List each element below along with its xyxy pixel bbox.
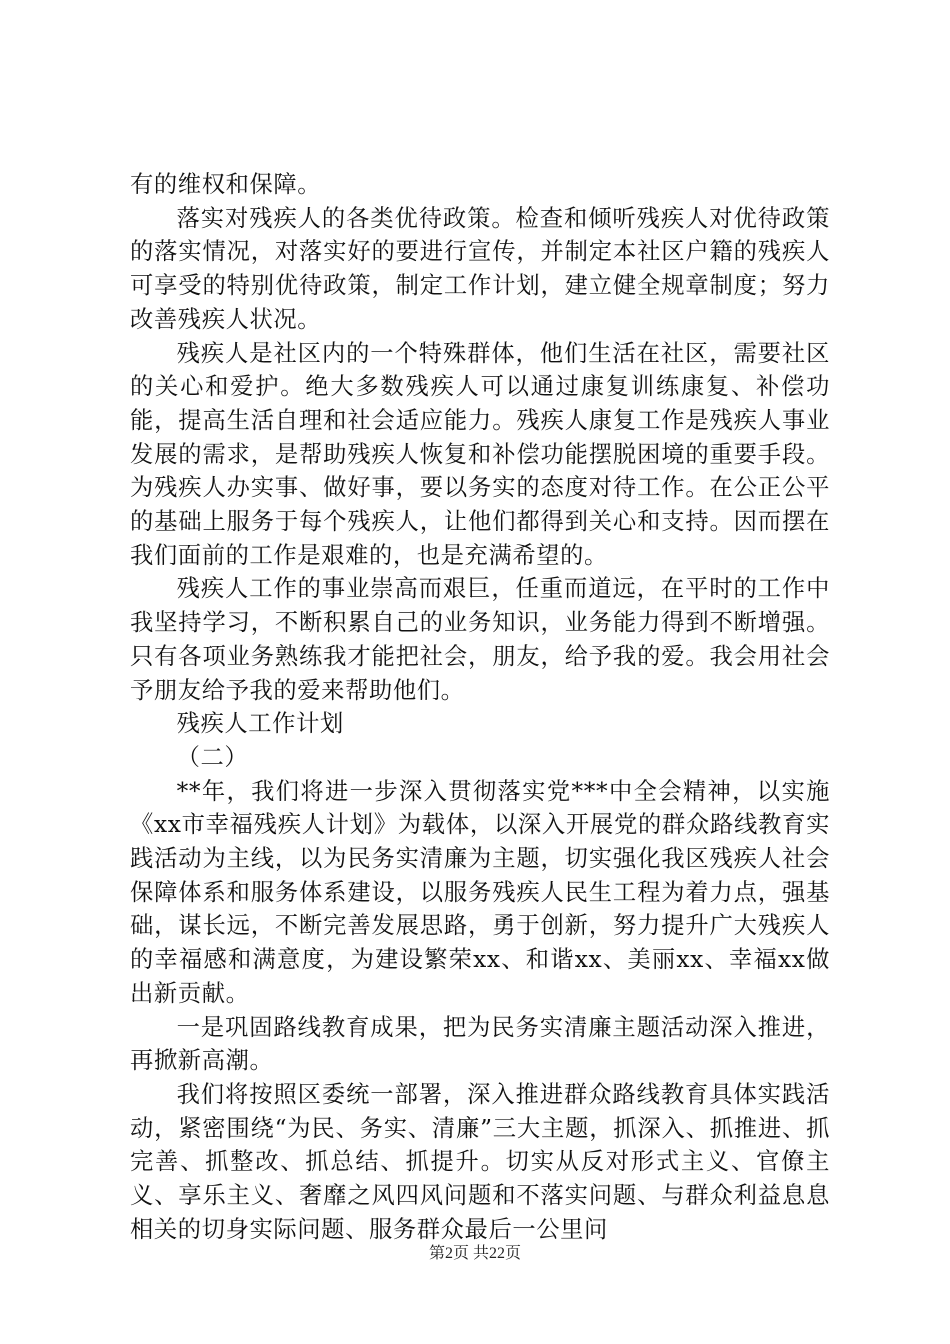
paragraph-1: 有的维权和保障。: [130, 171, 322, 198]
section-number: （二）: [176, 743, 249, 771]
section-title: 残疾人工作计划: [176, 710, 344, 738]
paragraph-7: 我们将按照区委统一部署，深入推进群众路线教育具体实践活动，紧密围绕“为民、务实、清廉”三大主题，抓深入、抓推进、抓完善、抓整改、抓总结、抓提升。切实从反对形式主义、官僚主义、享乐主义、奢靡之风四风问题和不落实问题、与群众利益息息相关的切身实际问题、服务群众最后一公里问: [130, 1080, 830, 1243]
paragraph-2: 落实对残疾人的各类优待政策。检查和倾听残疾人对优待政策的落实情况，对落实好的要进行宣传，并制定本社区户籍的残疾人可享受的特别优待政策，制定工作计划，建立健全规章制度；努力改善残疾人状况。: [130, 204, 830, 333]
paragraph-3: 残疾人是社区内的一个特殊群体，他们生活在社区，需要社区的关心和爱护。绝大多数残疾人可以通过康复训练康复、补偿功能，提高生活自理和社会适应能力。残疾人康复工作是残疾人事业发展的需求，是帮助残疾人恢复和补偿功能摆脱困境的重要手段。为残疾人办实事、做好事，要以务实的态度对待工作。在公正公平的基础上服务于每个残疾人，让他们都得到关心和支持。因而摆在我们面前的工作是艰难的，也是充满希望的。: [130, 339, 830, 569]
paragraph-5: **年，我们将进一步深入贯彻落实党***中全会精神，以实施《xx市幸福残疾人计划》为载体，以深入开展党的群众路线教育实践活动为主线，以为民务实清廉为主题，切实强化我区残疾人社会保障体系和服务体系建设，以服务残疾人民生工程为着力点，强基础，谋长远，不断完善发展思路，勇于创新，努力提升广大残疾人的幸福感和满意度，为建设繁荣xx、和谐xx、美丽xx、幸福xx做出新贡献。: [130, 777, 830, 1007]
document-body: [130, 168, 830, 1247]
paragraph-4: 残疾人工作的事业崇高而艰巨，任重而道远，在平时的工作中我坚持学习，不断积累自己的业务知识，业务能力得到不断增强。只有各项业务熟练我才能把社会，朋友，给予我的爱。我会用社会予朋友给予我的爱来帮助他们。: [130, 575, 830, 704]
paragraph-6: 一是巩固路线教育成果，把为民务实清廉主题活动深入推进，再掀新高潮。: [130, 1013, 830, 1075]
page-footer: 第2页 共22页: [428, 1245, 521, 1262]
